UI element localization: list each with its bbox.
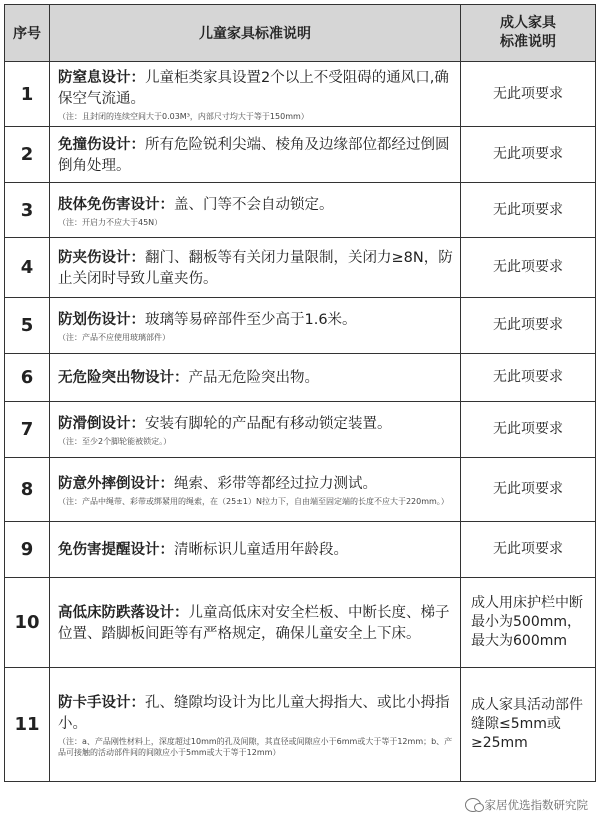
standards-table — [4, 4, 596, 782]
standard-description: 儿童高低床对安全栏板、中断长度、梯子位置、踏脚板间距等有严格规定，确保儿童安全上下床。 — [58, 604, 450, 642]
child-standard-cell — [50, 458, 461, 522]
table-row — [5, 402, 596, 458]
adult-standard-cell: 无此项要求 — [461, 298, 596, 354]
table-row — [5, 127, 596, 183]
wechat-icon — [465, 798, 481, 812]
adult-standard-cell: 成人家具活动部件缝隙≤5mm或≥25mm — [461, 668, 596, 782]
standard-text — [58, 693, 454, 735]
standard-note: （注：产品不应使用玻璃部件） — [58, 333, 170, 342]
standard-note: （注：且封闭的连续空间大于0.03M³，内部尺寸均大于等于150mm） — [58, 112, 309, 121]
row-number: 8 — [5, 458, 50, 522]
header-row — [5, 5, 596, 62]
table-row — [5, 354, 596, 402]
header-adult-line2: 标准说明 — [500, 34, 556, 50]
row-number: 4 — [5, 238, 50, 298]
standard-text — [58, 540, 454, 561]
standard-text — [58, 68, 454, 110]
standard-title: 免伤害提醒设计： — [58, 542, 174, 558]
header-num: 序号 — [5, 5, 50, 62]
standard-title: 防窒息设计： — [58, 70, 145, 86]
standard-text — [58, 368, 454, 389]
table-row — [5, 458, 596, 522]
row-number: 7 — [5, 402, 50, 458]
child-standard-cell — [50, 402, 461, 458]
standard-title: 防滑倒设计： — [58, 416, 145, 432]
table-row — [5, 238, 596, 298]
standard-title: 高低床防跌落设计： — [58, 604, 189, 621]
header-child-standard: 儿童家具标准说明 — [50, 5, 461, 62]
row-number: 10 — [5, 578, 50, 668]
standard-description: 绳索、彩带等都经过拉力测试。 — [174, 476, 377, 492]
table-row — [5, 522, 596, 578]
standard-description: 盖、门等不会自动锁定。 — [174, 196, 334, 213]
standard-text — [58, 195, 454, 216]
row-number: 6 — [5, 354, 50, 402]
row-number: 1 — [5, 62, 50, 127]
standard-description: 孔、缝隙均设计为比儿童大拇指大、或比小拇指小。 — [58, 695, 450, 732]
row-number: 5 — [5, 298, 50, 354]
standard-note: （注：至少2个脚轮能被锁定。） — [58, 437, 172, 446]
table-row — [5, 62, 596, 127]
watermark-text: 家居优选指数研究院 — [484, 798, 588, 812]
standard-description: 玻璃等易碎部件至少高于1.6米。 — [145, 312, 357, 328]
table-row — [5, 578, 596, 668]
standard-description: 清晰标识儿童适用年龄段。 — [174, 542, 348, 558]
adult-standard-cell: 无此项要求 — [461, 238, 596, 298]
row-number: 2 — [5, 127, 50, 183]
standard-title: 肢体免伤害设计： — [58, 196, 174, 213]
standard-note: （注：产品中绳带、彩带或绑紧用的绳索，在（25±1）N拉力下，自由端至固定端的长度不应大于220mm。） — [58, 497, 449, 506]
standard-text — [58, 414, 454, 435]
adult-standard-cell: 无此项要求 — [461, 183, 596, 238]
row-number: 3 — [5, 183, 50, 238]
table-row — [5, 668, 596, 782]
standard-description: 翻门、翻板等有关闭力量限制，关闭力≥8N，防止关闭时导致儿童夹伤。 — [58, 249, 453, 287]
standard-description: 儿童柜类家具设置2个以上不受阻碍的通风口,确保空气流通。 — [58, 70, 449, 107]
child-standard-cell — [50, 238, 461, 298]
standard-text — [58, 310, 454, 331]
standard-title: 无危险突出物设计： — [58, 370, 189, 386]
table-row — [5, 298, 596, 354]
standard-text — [58, 135, 454, 177]
adult-standard-cell: 无此项要求 — [461, 127, 596, 183]
adult-standard-cell: 无此项要求 — [461, 458, 596, 522]
child-standard-cell — [50, 522, 461, 578]
child-standard-cell — [50, 62, 461, 127]
watermark — [463, 797, 591, 813]
standard-note: （注：开启力不应大于45N） — [58, 217, 163, 227]
child-standard-cell — [50, 183, 461, 238]
adult-standard-cell: 成人用床护栏中断最小为500mm，最大为600mm — [461, 578, 596, 668]
standard-description: 安装有脚轮的产品配有移动锁定装置。 — [145, 416, 392, 432]
standard-text — [58, 603, 454, 645]
standard-title: 免撞伤设计： — [58, 136, 145, 153]
child-standard-cell — [50, 354, 461, 402]
row-number: 11 — [5, 668, 50, 782]
standard-title: 防夹伤设计： — [58, 249, 145, 266]
standard-description: 所有危险锐利尖端、棱角及边缘部位都经过倒圆倒角处理。 — [58, 136, 450, 174]
standard-description: 产品无危险突出物。 — [188, 370, 319, 386]
header-adult-line1: 成人家具 — [500, 15, 556, 31]
adult-standard-cell: 无此项要求 — [461, 354, 596, 402]
child-standard-cell — [50, 578, 461, 668]
standard-note: （注：a、产品刚性材料上，深度超过10mm的孔及间隙，其直径或间隙应小于6mm或大于等于12mm；b、产品可接触的活动部件间的间隙应小于5mm或大于等于12mm） — [58, 737, 453, 757]
adult-standard-cell: 无此项要求 — [461, 402, 596, 458]
table-row — [5, 183, 596, 238]
standard-text — [58, 474, 454, 495]
child-standard-cell — [50, 127, 461, 183]
child-standard-cell — [50, 668, 461, 782]
adult-standard-cell: 无此项要求 — [461, 522, 596, 578]
standard-title: 防划伤设计： — [58, 312, 145, 328]
header-adult-standard — [461, 5, 596, 62]
standard-title: 防卡手设计： — [58, 695, 145, 711]
child-standard-cell — [50, 298, 461, 354]
standard-title: 防意外摔倒设计： — [58, 476, 174, 492]
adult-standard-cell: 无此项要求 — [461, 62, 596, 127]
standard-text — [58, 248, 454, 290]
row-number: 9 — [5, 522, 50, 578]
